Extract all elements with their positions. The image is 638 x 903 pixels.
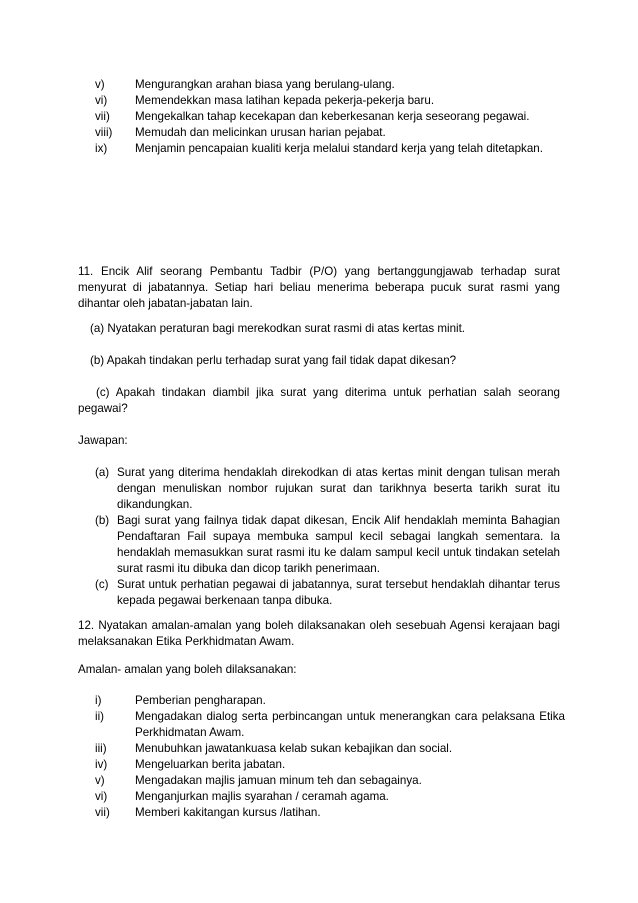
answer-number: (c) <box>95 578 109 591</box>
answer-item <box>95 465 560 513</box>
item-number: viii) <box>95 126 113 139</box>
item-text: Mengeluarkan berita jabatan. <box>135 758 286 771</box>
list-item <box>95 77 565 93</box>
list-item <box>95 741 565 757</box>
item-text: Menganjurkan majlis syarahan / ceramah agama. <box>135 790 389 803</box>
list-item <box>95 93 565 109</box>
item-text: Pemberian pengharapan. <box>135 694 266 707</box>
question-11b: (b) Apakah tindakan perlu terhadap surat yang fail tidak dapat dikesan? <box>90 354 457 367</box>
item-number: ix) <box>95 142 108 155</box>
answer-label: Jawapan: <box>78 434 128 447</box>
question-11-intro: 11. Encik Alif seorang Pembantu Tadbir (P/O) yang bertanggungjawab terhadap surat menyurat di jabatannya. Setiap hari beliau menerima beberapa pucuk surat rasmi yang dihantar oleh jabatan-jabatan lain. <box>78 265 560 310</box>
item-number: vii) <box>95 806 110 819</box>
item-text: Memberi kakitangan kursus /latihan. <box>135 806 321 819</box>
item-number: iii) <box>95 742 107 755</box>
list-item <box>95 109 565 125</box>
item-number: vi) <box>95 790 108 803</box>
item-text: Memendekkan masa latihan kepada pekerja-pekerja baru. <box>135 94 435 107</box>
item-number: v) <box>95 78 105 91</box>
answer-text: Surat yang diterima hendaklah direkodkan di atas kertas minit dengan tulisan merah dengan menuliskan nombor rujukan surat dan tarikhnya beserta tarikh surat itu dikandungkan. <box>117 466 560 511</box>
answer-number: (b) <box>95 514 110 527</box>
list-item <box>95 141 565 157</box>
item-text: Mengadakan majlis jamuan minum teh dan sebagainya. <box>135 774 422 787</box>
item-text: Menubuhkan jawatankuasa kelab sukan kebajikan dan social. <box>135 742 453 755</box>
question-11-answers <box>95 465 560 609</box>
list-item <box>95 709 565 741</box>
item-number: i) <box>95 694 102 707</box>
answer-number: (a) <box>95 466 110 479</box>
item-number: vi) <box>95 94 108 107</box>
item-text: Mengekalkan tahap kecekapan dan keberkesanan kerja seseorang pegawai. <box>135 110 530 123</box>
practices-label: Amalan- amalan yang boleh dilaksanakan: <box>78 663 297 676</box>
answer-text: Bagi surat yang failnya tidak dapat dikesan, Encik Alif hendaklah meminta Bahagian Pendaftaran Fail supaya membuka sampul kecil sebagai langkah sementara. Ia hendaklah memasukkan surat rasmi itu ke dalam sampul kecil untuk tindakan setelah surat rasmi itu dibuka dan dicop tarikh penerimaan. <box>117 514 560 575</box>
answer-text: Surat untuk perhatian pegawai di jabatannya, surat tersebut hendaklah dihantar terus kepada pegawai berkenaan tanpa dibuka. <box>117 578 560 607</box>
list-item <box>95 789 565 805</box>
list-item <box>95 125 565 141</box>
practices-list <box>95 693 565 821</box>
item-text: Memudah dan melicinkan urusan harian pejabat. <box>135 126 386 139</box>
item-number: iv) <box>95 758 108 771</box>
list-item <box>95 805 565 821</box>
item-text: Menjamin pencapaian kualiti kerja melalui standard kerja yang telah ditetapkan. <box>135 142 543 155</box>
question-11a: (a) Nyatakan peraturan bagi merekodkan surat rasmi di atas kertas minit. <box>90 322 466 335</box>
item-number: v) <box>95 774 105 787</box>
list-item <box>95 693 565 709</box>
objectives-list-continued <box>95 77 565 157</box>
list-item <box>95 773 565 789</box>
item-number: vii) <box>95 110 110 123</box>
question-12-intro: 12. Nyatakan amalan-amalan yang boleh dilaksanakan oleh sesebuah Agensi kerajaan bagi melaksanakan Etika Perkhidmatan Awam. <box>78 619 560 648</box>
item-text: Mengurangkan arahan biasa yang berulang-ulang. <box>135 78 395 91</box>
list-item <box>95 757 565 773</box>
answer-item <box>95 513 560 577</box>
question-11c: (c) Apakah tindakan diambil jika surat yang diterima untuk perhatian salah seorang pegawai? <box>78 386 560 415</box>
answer-item <box>95 577 560 609</box>
item-number: ii) <box>95 710 105 723</box>
item-text: Mengadakan dialog serta perbincangan untuk menerangkan cara pelaksana Etika Perkhidmatan Awam. <box>135 710 565 739</box>
